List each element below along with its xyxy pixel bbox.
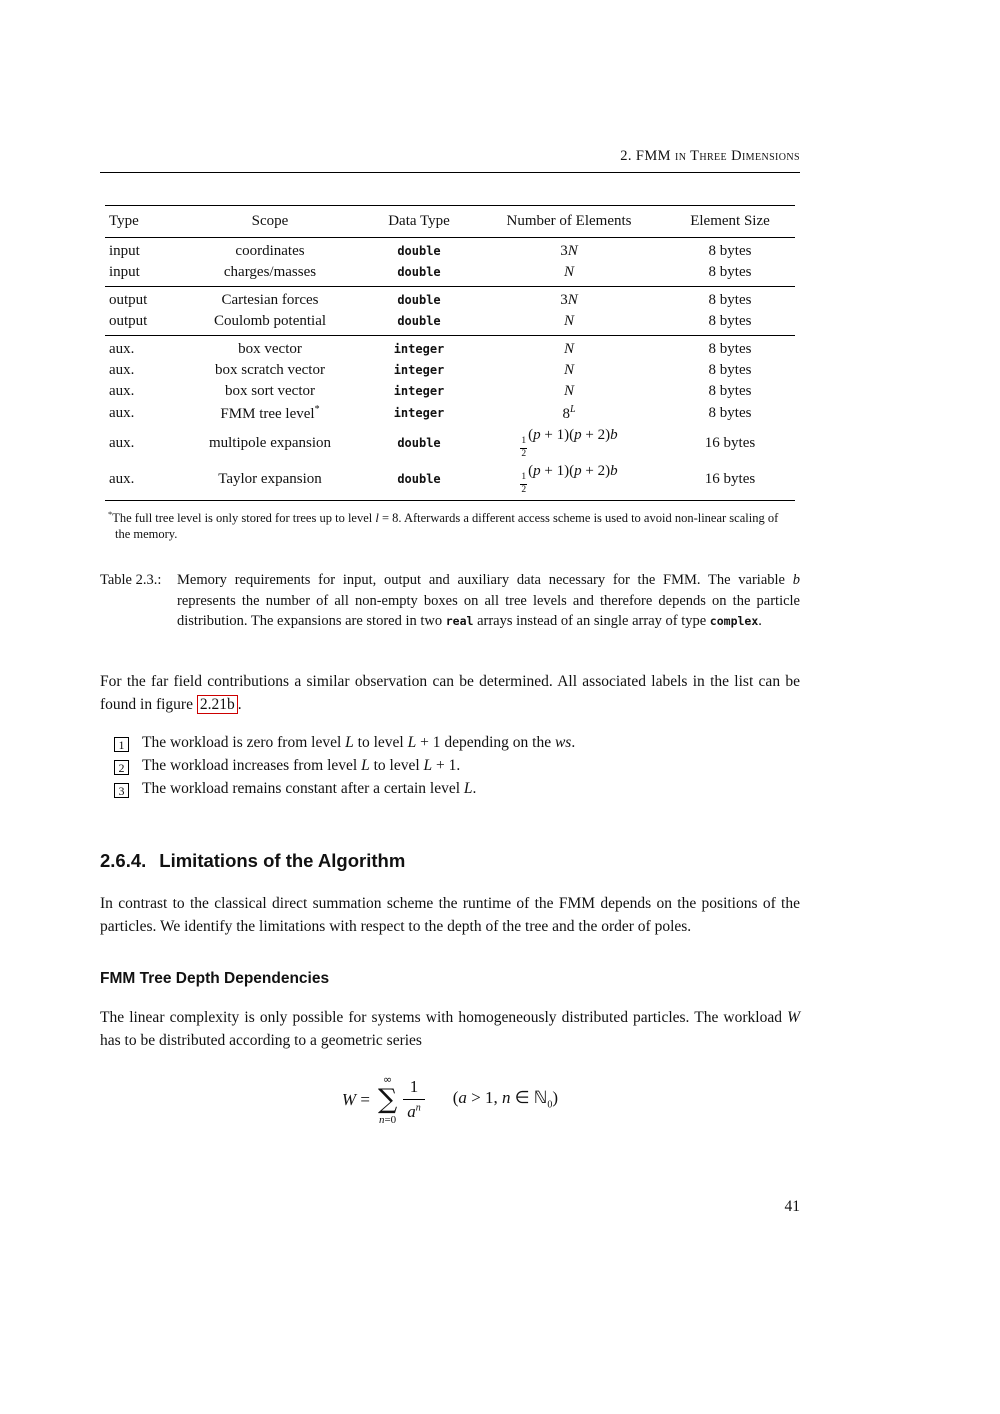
cell-scope: Taylor expansion	[218, 470, 322, 487]
cell-elements: 3N	[560, 243, 578, 259]
cell-size: 8 bytes	[708, 362, 752, 378]
list-item	[114, 755, 800, 777]
section-number: 2.6.4.	[100, 849, 147, 871]
list-item	[114, 732, 800, 754]
table-head	[105, 206, 795, 238]
datatype-code: double	[397, 244, 441, 258]
cell-size: 16 bytes	[704, 434, 756, 451]
cell-datatype	[365, 425, 473, 461]
cell-scope: Coulomb potential	[213, 313, 327, 329]
paragraph-text: For the far field contributions a similar observation can be determined. All associated labels in the list can be found in figure	[100, 672, 800, 713]
cell-datatype	[365, 336, 473, 361]
cell-elements: N	[563, 341, 574, 357]
cell-type: output	[109, 292, 148, 308]
cell-datatype	[365, 238, 473, 263]
cell-scope: Cartesian forces	[221, 292, 319, 308]
running-header	[100, 148, 800, 173]
workload-list	[114, 732, 800, 800]
item-number-box: 2	[114, 760, 129, 775]
table-row	[105, 360, 795, 381]
table-row	[105, 287, 795, 312]
column-header-size: Element Size	[690, 213, 770, 229]
page-number: 41	[784, 1198, 800, 1215]
equation	[100, 1074, 800, 1126]
cell-size: 8 bytes	[708, 292, 752, 308]
table-group-aux	[105, 336, 795, 501]
cell-size: 8 bytes	[708, 264, 752, 280]
cell-size: 8 bytes	[708, 313, 752, 329]
cell-scope: FMM tree level*	[220, 404, 320, 422]
datatype-code: integer	[393, 363, 445, 377]
table-row	[105, 336, 795, 361]
paragraph-limitations: In contrast to the classical direct summation scheme the runtime of the FMM depends on the positions of the particles. We identify the limitations with respect to the depth of the tree and the order of poles.	[100, 894, 800, 935]
table-group-output	[105, 287, 795, 336]
datatype-code: double	[397, 265, 441, 279]
datatype-code: integer	[393, 384, 445, 398]
table-group-input	[105, 238, 795, 287]
figure-reference-link[interactable]: 2.21b	[197, 695, 238, 714]
cell-elements: $\frac{1}{2}$ (p + 1)(p + 2)b	[521, 463, 618, 495]
summation-symbol	[378, 1074, 397, 1126]
datatype-code: integer	[393, 406, 445, 420]
cell-datatype	[365, 461, 473, 501]
cell-datatype	[365, 262, 473, 287]
cell-elements: $8^L$	[562, 404, 576, 422]
section-heading	[100, 850, 800, 872]
subsection-heading: FMM Tree Depth Dependencies	[100, 969, 330, 987]
text-column	[100, 148, 800, 1126]
table-row	[105, 425, 795, 461]
cell-type: aux.	[109, 470, 135, 487]
footnote-marker: *	[314, 404, 320, 415]
cell-datatype	[365, 311, 473, 336]
datatype-code: integer	[393, 342, 445, 356]
list-item	[114, 778, 800, 800]
table-row	[105, 381, 795, 402]
equation-lhs: W =	[341, 1089, 370, 1109]
table-footnote	[108, 506, 795, 542]
memory-requirements-table	[105, 205, 795, 501]
cell-datatype	[365, 381, 473, 402]
paragraph-far-field	[100, 670, 800, 716]
list-item-text: The workload remains constant after a certain level L.	[142, 779, 477, 797]
cell-type: input	[109, 264, 140, 280]
list-item-text: The workload increases from level L to level L + 1.	[142, 756, 461, 774]
cell-datatype	[365, 402, 473, 425]
equation-fraction	[403, 1077, 425, 1123]
paragraph-text: .	[237, 695, 242, 713]
cell-size: 16 bytes	[704, 470, 756, 487]
cell-type: aux.	[109, 434, 135, 451]
fraction: $\frac{1}{2}$	[521, 472, 527, 495]
table-caption-label: Table 2.3.:	[100, 572, 162, 589]
table-header-row	[105, 206, 795, 238]
equation-condition: (a > 1, n ∈ ℕ$_0$)	[452, 1088, 559, 1111]
cell-size: 8 bytes	[708, 383, 752, 399]
column-header-type: Type	[109, 213, 139, 229]
cell-elements: N	[563, 383, 574, 399]
cell-datatype	[365, 360, 473, 381]
paragraph-tree-depth: The linear complexity is only possible for systems with homogeneously distributed particles. The workload W has to be distributed according to a geometric series	[100, 1008, 800, 1049]
cell-scope: box sort vector	[225, 383, 315, 399]
fraction: $\frac{1}{2}$	[521, 436, 527, 459]
cell-elements: N	[563, 313, 574, 329]
table-caption	[100, 570, 800, 632]
cell-elements: N	[563, 264, 574, 280]
footnote-text: The full tree level is only stored for trees up to level l = 8. Afterwards a different access scheme is used to avoid non-linear scaling of the memory.	[112, 511, 779, 542]
datatype-code: double	[397, 471, 441, 486]
cell-datatype	[365, 287, 473, 312]
datatype-code: double	[397, 293, 441, 307]
fraction-denominator: $a^n$	[403, 1099, 425, 1122]
table-row	[105, 262, 795, 287]
cell-type: aux.	[109, 341, 135, 357]
cell-scope: box scratch vector	[215, 362, 325, 378]
cell-size: 8 bytes	[708, 405, 752, 421]
cell-scope: box vector	[238, 341, 302, 357]
section-title: Limitations of the Algorithm	[159, 849, 406, 871]
sigma-icon: ∑	[377, 1083, 398, 1115]
cell-scope: charges/masses	[223, 264, 317, 280]
cell-elements: 3N	[560, 292, 578, 308]
cell-type: aux.	[109, 383, 135, 399]
cell-elements: $\frac{1}{2}$ (p + 1)(p + 2)b	[521, 427, 618, 459]
cell-scope: multipole expansion	[208, 434, 332, 451]
table-row	[105, 461, 795, 501]
cell-elements: N	[563, 362, 574, 378]
cell-type: aux.	[109, 362, 135, 378]
table-row	[105, 402, 795, 425]
table-row	[105, 238, 795, 263]
running-header-title: 2. FMM in Three Dimensions	[620, 148, 800, 164]
sum-lower-limit: n=0	[378, 1113, 397, 1126]
fraction-numerator: 1	[409, 1076, 419, 1096]
column-header-elements: Number of Elements	[506, 213, 632, 229]
cell-type: output	[109, 313, 148, 329]
column-header-scope: Scope	[251, 213, 289, 229]
cell-type: input	[109, 243, 140, 259]
cell-type: aux.	[109, 405, 135, 421]
footnote-marker: *	[108, 509, 113, 519]
cell-scope: coordinates	[235, 243, 305, 259]
cell-size: 8 bytes	[708, 341, 752, 357]
datatype-code: double	[397, 314, 441, 328]
cell-size: 8 bytes	[708, 243, 752, 259]
datatype-code: double	[397, 435, 441, 450]
sum-upper-limit: ∞	[382, 1072, 393, 1086]
item-number-box: 3	[114, 783, 129, 798]
item-number-box: 1	[114, 737, 129, 752]
table-row	[105, 311, 795, 336]
list-item-text: The workload is zero from level L to level L + 1 depending on the ws.	[142, 733, 576, 751]
table-caption-text: Memory requirements for input, output and auxiliary data necessary for the FMM. The variable b represents the number of all non-empty boxes on all tree levels and therefore depends on the particle distribution. The expansions are stored in two real arrays instead of an single array of type complex.	[177, 572, 800, 630]
column-header-datatype: Data Type	[388, 213, 450, 229]
